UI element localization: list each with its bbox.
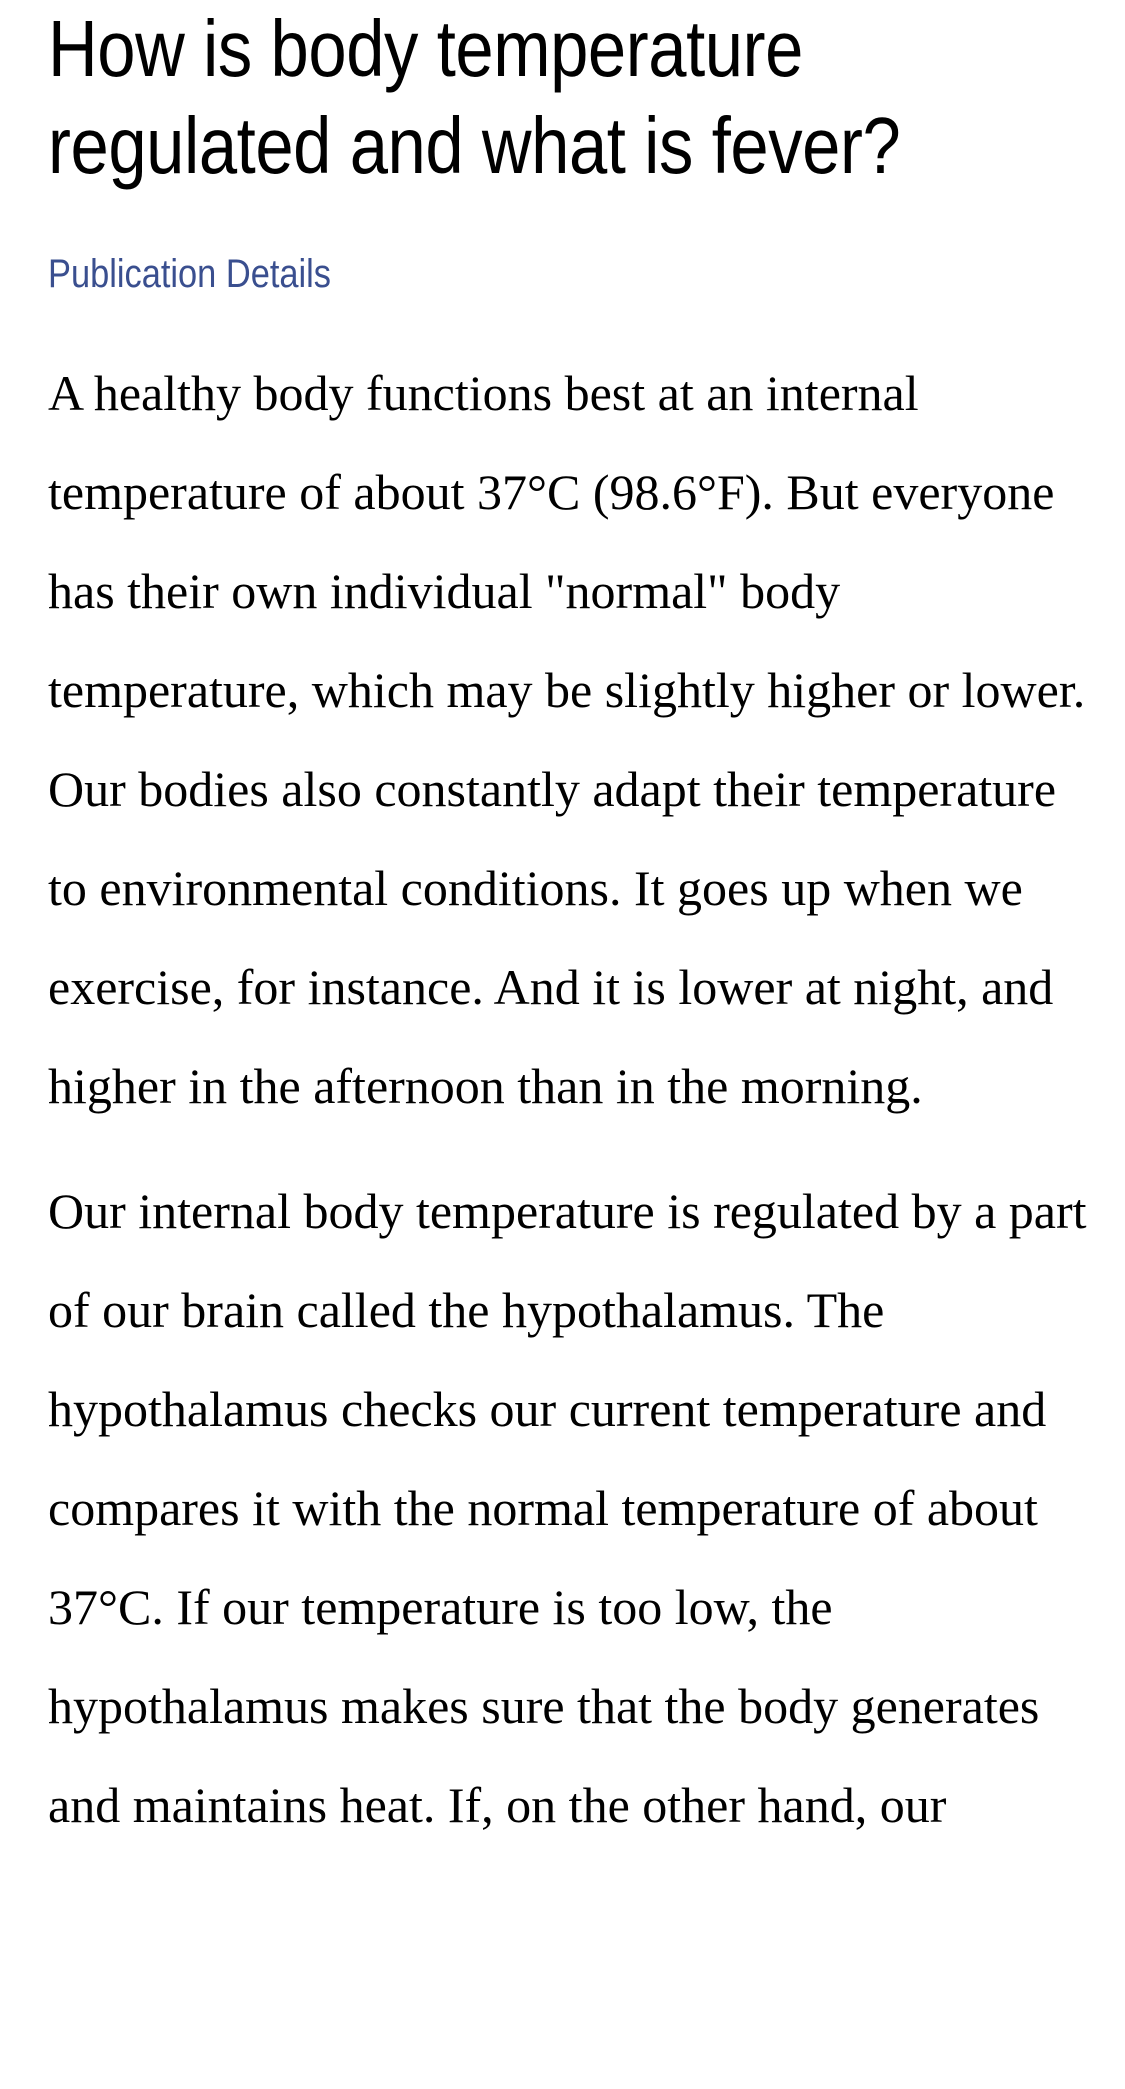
article-paragraph: A healthy body functions best at an internal temperature of about 37°C (98.6°F). But everyone has their own individual "normal" body temperature, which may be slightly higher or lower. Our bodies also constantly adapt their temperature to environmental conditions. It goes up when we exercise, for instance. And it is lower at night, and higher in the afternoon than in the morning. (48, 365, 1086, 1114)
article-title: How is body temperature regulated and what is fever? (48, 4, 901, 190)
article-paragraph: Our internal body temperature is regulated by a part of our brain called the hypothalamus. The hypothalamus checks our current temperature and compares it with the normal temperature of about 37°C. If our temperature is too low, the hypothalamus makes sure that the body generates and maintains heat. If, on the other hand, our (48, 1183, 1087, 1833)
publication-details-link[interactable]: Publication Details (48, 252, 331, 296)
article (48, 0, 1088, 1855)
